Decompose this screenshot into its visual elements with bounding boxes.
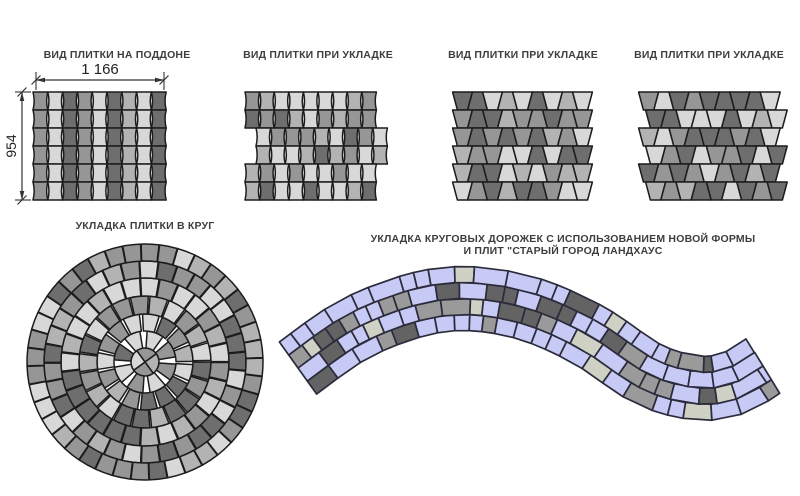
laying-trapezoid-offset-grid (639, 92, 788, 200)
circle-tile-pattern (27, 244, 263, 480)
curved-path-tile-pattern (279, 267, 779, 421)
laying-trapezoid-grid (453, 92, 593, 200)
path-section-title-line2: И ПЛИТ "СТАРЫЙ ГОРОД ЛАНДХАУС (463, 245, 663, 257)
laying-panel-3-title: ВИД ПЛИТКИ ПРИ УКЛАДКЕ (448, 49, 598, 61)
circle-section-title: УКЛАДКА ПЛИТКИ В КРУГ (75, 220, 215, 232)
pallet-height-dimension-label: 954 (3, 134, 19, 158)
laying-offset-band-grid (245, 92, 387, 200)
path-section-title-line1: УКЛАДКА КРУГОВЫХ ДОРОЖЕК С ИСПОЛЬЗОВАНИЕМ НОВОЙ ФОРМЫ (370, 233, 756, 245)
pallet-tile-grid (33, 92, 166, 200)
laying-panel-4-title: ВИД ПЛИТКИ ПРИ УКЛАДКЕ (634, 49, 784, 61)
laying-panel-2-title: ВИД ПЛИТКИ ПРИ УКЛАДКЕ (243, 49, 393, 61)
pallet-width-dimension-label: 1 166 (81, 61, 119, 78)
pallet-panel-title: ВИД ПЛИТКИ НА ПОДДОНЕ (43, 49, 191, 61)
